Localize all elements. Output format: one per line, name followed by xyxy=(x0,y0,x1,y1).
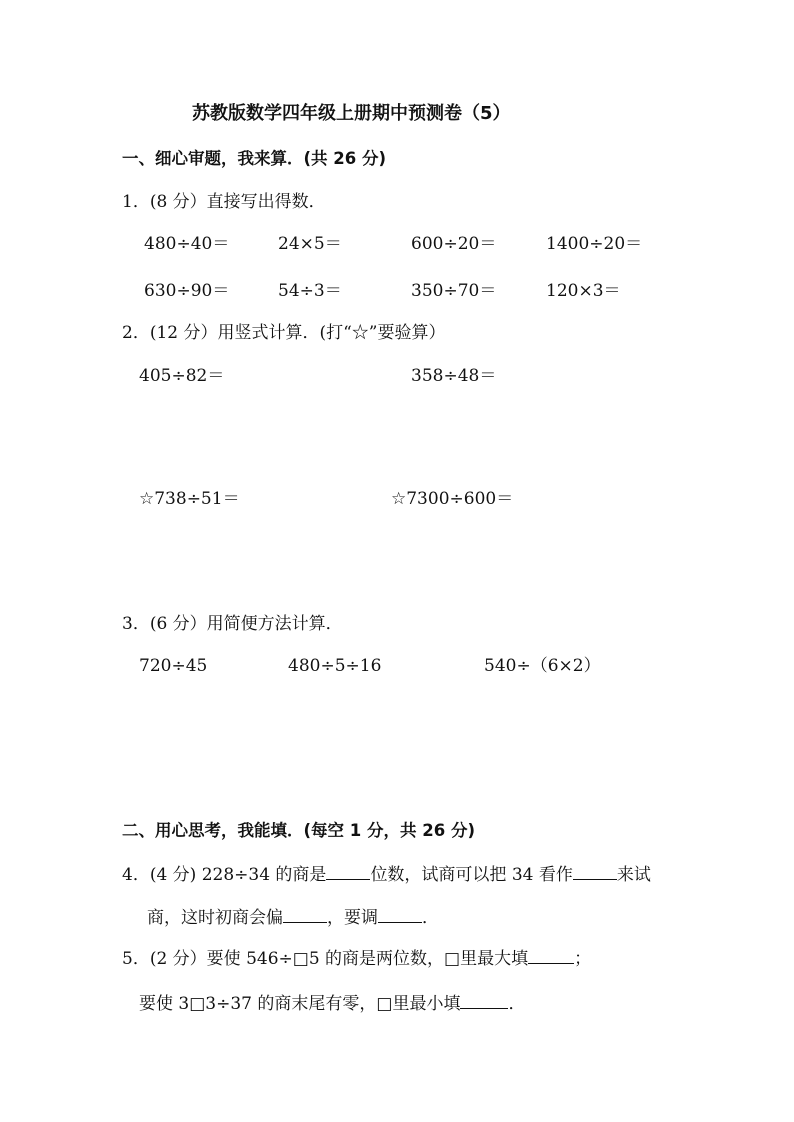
question-3-label: 3．(6 分）用简便方法计算． xyxy=(122,614,343,634)
q5-text: 5．(2 分）要使 546÷□5 的商是两位数，□里最大填 xyxy=(122,949,529,969)
q4-text: 4．(4 分) 228÷34 的商是 xyxy=(122,865,327,885)
question-1-label: 1．(8 分）直接写出得数． xyxy=(122,192,326,212)
page-title: 苏教版数学四年级上册期中预测卷（5） xyxy=(192,103,511,124)
q3-item: 540÷（6×2） xyxy=(484,656,601,676)
q1-item: 630÷90＝ xyxy=(144,281,230,301)
q2-item: 405÷82＝ xyxy=(139,366,225,386)
q2-item: ☆7300÷600＝ xyxy=(391,489,514,509)
q4-text: ． xyxy=(422,908,439,928)
q3-item: 480÷5÷16 xyxy=(288,656,382,676)
question-5-line-1 xyxy=(122,947,591,970)
q4-text: ，要调 xyxy=(327,908,378,928)
q1-item: 1400÷20＝ xyxy=(546,234,643,254)
q1-item: 54÷3＝ xyxy=(278,281,342,301)
q4-text: 商，这时初商会偏 xyxy=(147,908,283,928)
q1-item: 600÷20＝ xyxy=(411,234,497,254)
answer-blank[interactable] xyxy=(573,863,617,880)
q1-item: 120×3＝ xyxy=(546,281,621,301)
q5-text: 要使 3□3÷37 的商末尾有零，□里最小填 xyxy=(139,994,461,1014)
q3-item: 720÷45 xyxy=(139,656,208,676)
answer-blank[interactable] xyxy=(326,863,370,880)
q2-item: 358÷48＝ xyxy=(411,366,497,386)
section-1-heading: 一、细心审题，我来算．(共 26 分) xyxy=(122,149,387,168)
answer-blank[interactable] xyxy=(378,906,422,923)
answer-blank[interactable] xyxy=(283,906,327,923)
section-2-heading: 二、用心思考，我能填．(每空 1 分，共 26 分) xyxy=(122,821,476,840)
question-4-line-1 xyxy=(122,863,651,886)
q5-text: ； xyxy=(574,949,592,969)
q2-item: ☆738÷51＝ xyxy=(139,489,240,509)
q4-text: 位数，试商可以把 34 看作 xyxy=(370,865,573,885)
question-2-label: 2．(12 分）用竖式计算．(打“☆”要验算） xyxy=(122,323,446,343)
answer-blank[interactable] xyxy=(528,947,574,964)
q1-item: 480÷40＝ xyxy=(144,234,230,254)
answer-blank[interactable] xyxy=(460,992,508,1009)
q4-text: 来试 xyxy=(616,865,651,885)
question-4-line-2 xyxy=(147,906,439,929)
q5-text: ． xyxy=(508,994,526,1014)
q1-item: 350÷70＝ xyxy=(411,281,497,301)
question-5-line-2 xyxy=(139,992,525,1015)
q1-item: 24×5＝ xyxy=(278,234,342,254)
